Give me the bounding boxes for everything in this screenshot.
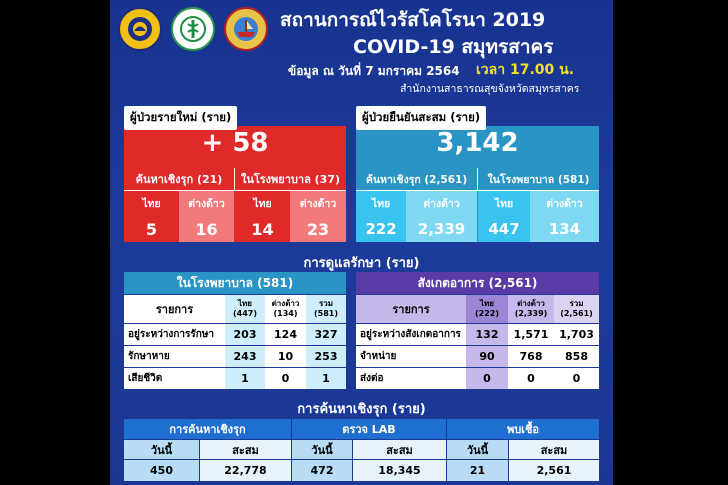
lab-today-value: 472 <box>292 460 352 481</box>
agency-name: สำนักงานสาธารณสุขจังหวัดสมุทรสาคร <box>400 83 580 95</box>
title-line-2: COVID-19 สมุทรสาคร <box>353 36 554 58</box>
infographic-poster <box>110 0 613 485</box>
new-search-thai-label: ไทย <box>124 191 179 216</box>
new-cases-total: + 58 <box>201 128 269 158</box>
found-group-label: พบเชื้อ <box>447 419 599 439</box>
found-today-value: 21 <box>447 460 508 481</box>
cum-hospital-foreign-label: ต่างด้าว <box>530 191 599 216</box>
obs-col-foreign-header: ต่างด้าว (2,339) <box>508 295 554 323</box>
new-hospital-thai-label: ไทย <box>235 191 290 216</box>
new-hospital-thai-value: 14 <box>235 216 290 242</box>
lab-cum-value: 18,345 <box>353 460 446 481</box>
observation-table <box>356 272 599 390</box>
hospital-care-table <box>124 272 346 390</box>
cum-search-foreign-value: 2,339 <box>406 216 477 242</box>
samut-sakhon-emblem-icon <box>224 7 268 51</box>
search-group-label: การค้นหาเชิงรุก <box>124 419 291 439</box>
new-cases-label: ผู้ป่วยรายใหม่ (ราย) <box>124 106 237 130</box>
observation-title: สังเกตอาการ (2,561) <box>356 272 599 294</box>
cum-hospital-foreign-value: 134 <box>530 216 599 242</box>
new-search-foreign-label: ต่างด้าว <box>179 191 234 216</box>
cum-search-thai-label: ไทย <box>356 191 406 216</box>
col-total-header: รวม (581) <box>306 295 346 323</box>
cum-hospital-thai-value: 447 <box>478 216 530 242</box>
public-health-emblem-icon <box>171 7 215 51</box>
provincial-seal-icon <box>118 7 162 51</box>
table-row: รักษาหาย 243 10 253 <box>124 346 346 367</box>
new-search-foreign-value: 16 <box>179 216 234 242</box>
cumulative-panel <box>356 112 599 242</box>
search-today-value: 450 <box>124 460 199 481</box>
new-search-thai-value: 5 <box>124 216 179 242</box>
col-thai-header: ไทย (447) <box>225 295 265 323</box>
new-cases-panel <box>124 112 346 242</box>
new-hospital-foreign-value: 23 <box>290 216 346 242</box>
cum-hospital-label: ในโรงพยาบาล (581) <box>478 168 599 191</box>
cum-search-thai-value: 222 <box>356 216 406 242</box>
cumulative-label: ผู้ป่วยยืนยันสะสม (ราย) <box>356 106 486 130</box>
active-search-table: การค้นหาเชิงรุก วันนี้ สะสม 450 22,778 ตรวจ LAB วันนี้ สะสม 472 18,345 พบเชื้อ วันนี้ สะสม 21 2,561 <box>124 419 599 481</box>
obs-col-thai-header: ไทย (222) <box>466 295 508 323</box>
col-foreign-header: ต่างด้าว (134) <box>265 295 306 323</box>
title-line-1: สถานการณ์ไวรัสโคโรนา 2019 <box>280 9 546 31</box>
obs-col-item-header: รายการ <box>356 295 466 323</box>
new-active-search-label: ค้นหาเชิงรุก (21) <box>124 168 235 191</box>
table-row: อยู่ระหว่างการรักษา 203 124 327 <box>124 324 346 345</box>
table-row: ส่งต่อ 0 0 0 <box>356 368 599 389</box>
table-row: จำหน่าย 90 768 858 <box>356 346 599 367</box>
col-item-header: รายการ <box>124 295 225 323</box>
cum-active-search-label: ค้นหาเชิงรุก (2,561) <box>356 168 478 191</box>
time-text: เวลา 17.00 น. <box>476 62 575 78</box>
cum-hospital-thai-label: ไทย <box>478 191 530 216</box>
lab-group-label: ตรวจ LAB <box>292 419 446 439</box>
found-cum-value: 2,561 <box>509 460 599 481</box>
date-text: ข้อมูล ณ วันที่ 7 มกราคม 2564 <box>288 64 460 78</box>
hospital-care-title: ในโรงพยาบาล (581) <box>124 272 346 294</box>
care-section-title: การดูแลรักษา (ราย) <box>303 256 420 271</box>
active-search-section-title: การค้นหาเชิงรุก (ราย) <box>297 402 426 417</box>
cumulative-total: 3,142 <box>436 128 519 158</box>
new-hospital-foreign-label: ต่างด้าว <box>290 191 346 216</box>
table-row: เสียชีวิต 1 0 1 <box>124 368 346 389</box>
cum-search-foreign-label: ต่างด้าว <box>406 191 477 216</box>
obs-col-total-header: รวม (2,561) <box>554 295 599 323</box>
search-cum-value: 22,778 <box>200 460 291 481</box>
new-hospital-label: ในโรงพยาบาล (37) <box>235 168 346 191</box>
table-row: อยู่ระหว่างสังเกตอาการ 132 1,571 1,703 <box>356 324 599 345</box>
